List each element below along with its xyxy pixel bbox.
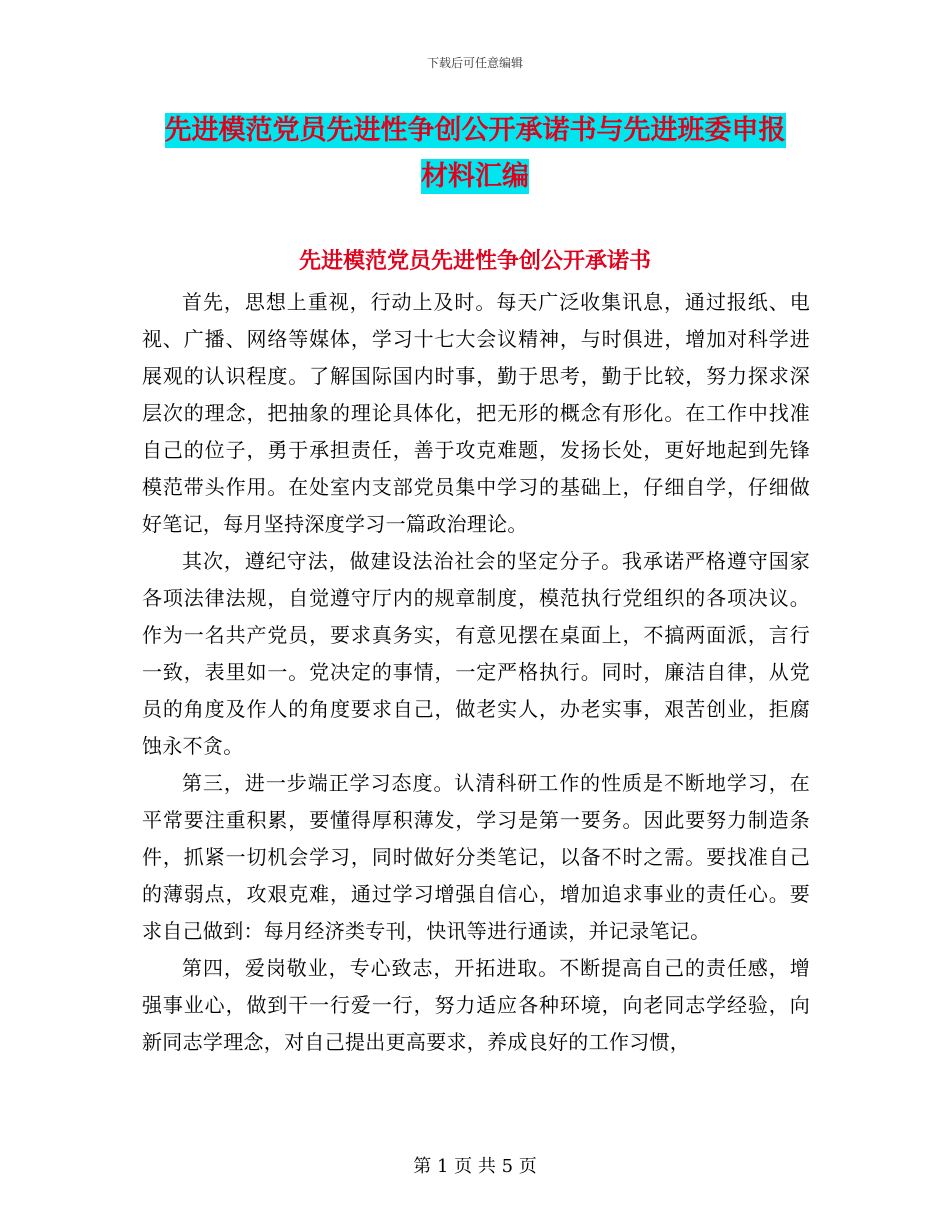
paragraph-1: 首先，思想上重视，行动上及时。每天广泛收集讯息，通过报纸、电视、广播、网络等媒体，学习十七大会议精神，与时俱进，增加对科学进展观的认识程度。了解国际国内时事，勤于思考，勤于比较，努力探求深层次的理念，把抽象的理论具体化，把无形的概念有形化。在工作中找准自己的位子，勇于承担责任，善于攻克难题，发扬长处，更好地起到先锋模范带头作用。在处室内支部党员集中学习的基础上，仔细自学，仔细做好笔记，每月坚持深度学习一篇政治理论。: [142, 290, 810, 536]
paragraph-2: 其次，遵纪守法，做建设法治社会的坚定分子。我承诺严格遵守国家各项法律法规，自觉遵守厅内的规章制度，模范执行党组织的各项决议。作为一名共产党员，要求真务实，有意见摆在桌面上，不搞两面派，言行一致，表里如一。党决定的事情，一定严格执行。同时，廉洁自律，从党员的角度及作人的角度要求自己，做老实人，办老实事，艰苦创业，拒腐蚀永不贪。: [142, 549, 810, 758]
paragraph-3: 第三，进一步端正学习态度。认清科研工作的性质是不断地学习，在平常要注重积累，要懂得厚积薄发，学习是第一要务。因此要努力制造条件，抓紧一切机会学习，同时做好分类笔记，以备不时之需。要找准自己的薄弱点，攻艰克难，通过学习增强自信心，增加追求事业的责任心。要求自己做到：每月经济类专刊，快讯等进行通读，并记录笔记。: [142, 771, 810, 943]
page-number-footer: 第 1 页 共 5 页: [413, 1156, 537, 1177]
document-title: [0, 108, 950, 200]
document-body: [142, 284, 810, 1061]
section-title: 先进模范党员先进性争创公开承诺书: [298, 249, 651, 274]
paragraph-4: 第四，爱岗敬业，专心致志，开拓进取。不断提高自己的责任感，增强事业心，做到干一行爱一行，努力适应各种环境，向老同志学经验，向新同志学理念，对自己提出更高要求，养成良好的工作习惯，: [142, 956, 810, 1054]
document-title-line-1: 先进模范党员先进性争创公开承诺书与先进班委申报: [164, 115, 786, 146]
page-header-note: 下载后可任意编辑: [426, 56, 523, 70]
document-title-line-2: 材料汇编: [421, 161, 529, 192]
